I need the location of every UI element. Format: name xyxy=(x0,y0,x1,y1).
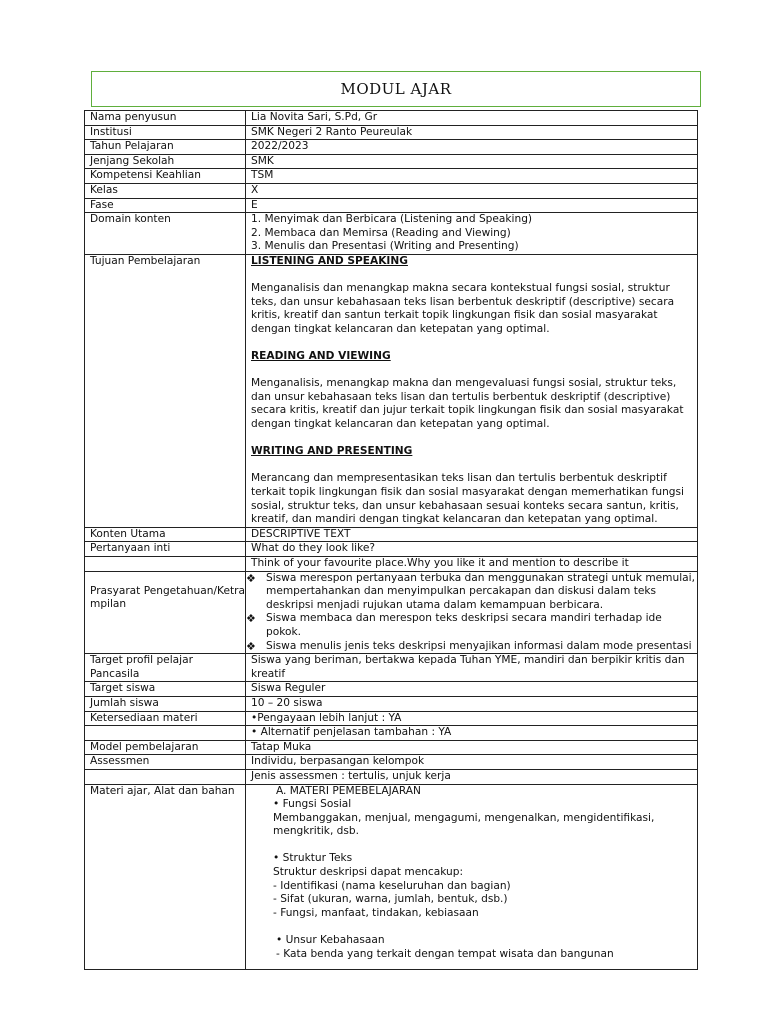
row-value: •Pengayaan lebih lanjut : YA xyxy=(246,711,698,726)
row-value: • Alternatif penjelasan tambahan : YA xyxy=(246,726,698,741)
materi-text: - Identifikasi (nama keseluruhan dan bagian) xyxy=(273,879,511,892)
row-label-empty xyxy=(85,769,246,784)
row-label: Kompetensi Keahlian xyxy=(85,169,246,184)
row-label: Tahun Pelajaran xyxy=(85,140,246,155)
row-value: 2022/2023 xyxy=(246,140,698,155)
table-row xyxy=(85,527,698,542)
section-text: Menganalisis dan menangkap makna secara kontekstual fungsi sosial, struktur teks, dan unsur kebahasaan teks lisan berbentuk deskriptif (descriptive) secara kritis, kreatif dan santun terkait topik lingkungan fisik dan sosial masyarakat dengan tingkat kelancaran dan ketepatan yang optimal. xyxy=(251,282,675,335)
row-label-empty xyxy=(85,557,246,572)
table-row xyxy=(85,125,698,140)
row-label: Target profil pelajar Pancasila xyxy=(85,654,246,682)
section-text: Menganalisis, menangkap makna dan mengevaluasi fungsi sosial, struktur teks, dan unsur kebahasaan teks lisan dan tertulis berbentuk deskriptif (descriptive) secara kritis, kreatif dan jujur terkait topik lingkungan fisik dan sosial masyarakat dengan tingkat kelancaran dan ketepatan yang optimal. xyxy=(251,377,684,431)
row-value: SMK Negeri 2 Ranto Peureulak xyxy=(246,125,698,140)
section-heading: READING AND VIEWING xyxy=(251,350,391,363)
row-value: Siswa yang beriman, bertakwa kepada Tuhan YME, mandiri dan berpikir kritis dan kreatif xyxy=(246,654,698,682)
row-value xyxy=(246,213,698,255)
row-label: Prasyarat Pengetahuan/Ketrampilan xyxy=(85,571,246,654)
section-text: Merancang dan mempresentasikan teks lisan dan tertulis berbentuk deskriptif terkait topik lingkungan fisik dan sosial masyarakat dengan memerhatikan fungsi sosial, struktur teks, dan unsur kebahasaan sesuai konteks secara santun, kritis, kreatif, dan mandiri dengan tingkat kelancaran dan ketepatan yang optimal. xyxy=(251,472,684,526)
row-value: 10 – 20 siswa xyxy=(246,696,698,711)
row-label: Nama penyusun xyxy=(85,111,246,126)
materi-text: - Kata benda yang terkait dengan tempat wisata dan bangunan xyxy=(276,947,614,960)
row-value: Think of your favourite place.Why you like it and mention to describe it xyxy=(246,557,698,572)
list-item: ❖ Siswa membaca dan merespon teks deskripsi secara mandiri terhadap ide pokok. xyxy=(246,612,662,638)
list-item: ❖ Siswa merespon pertanyaan terbuka dan menggunakan strategi untuk memulai, mempertahankan dan menyimpulkan percakapan dan diskusi dalam teks deskripsi menjadi rujukan utama dalam kemampuan berbicara. xyxy=(246,571,695,611)
row-label: Tujuan Pembelajaran xyxy=(85,254,246,527)
row-label: Materi ajar, Alat dan bahan xyxy=(85,784,246,970)
table-row xyxy=(85,169,698,184)
table-row-prasyarat xyxy=(85,571,698,654)
domain-item: 3. Menulis dan Presentasi (Writing and Presenting) xyxy=(251,240,519,253)
document-title: MODUL AJAR xyxy=(91,71,701,107)
row-label: Kelas xyxy=(85,183,246,198)
table-row xyxy=(85,542,698,557)
list-item: ❖ Siswa menulis jenis teks deskripsi menyajikan informasi dalam mode presentasi xyxy=(246,639,692,653)
table-row xyxy=(85,198,698,213)
table-row-tujuan xyxy=(85,254,698,527)
table-row xyxy=(85,111,698,126)
materi-text: - Sifat (ukuran, warna, jumlah, bentuk, dsb.) xyxy=(273,893,508,906)
diamond-bullet-icon: ❖ xyxy=(246,571,256,585)
row-label: Assessmen xyxy=(85,755,246,770)
table-row xyxy=(85,154,698,169)
row-value: SMK xyxy=(246,154,698,169)
row-value: Lia Novita Sari, S.Pd, Gr xyxy=(246,111,698,126)
table-row-materi xyxy=(85,784,698,970)
row-label: Domain konten xyxy=(85,213,246,255)
module-info-table xyxy=(84,110,698,970)
materi-subtitle: • Struktur Teks xyxy=(273,852,353,865)
row-label: Konten Utama xyxy=(85,527,246,542)
domain-item: 1. Menyimak dan Berbicara (Listening and Speaking) xyxy=(251,213,533,226)
materi-text: Membanggakan, menjual, mengagumi, mengenalkan, mengidentifikasi, mengkritik, dsb. xyxy=(273,811,655,838)
table-row xyxy=(85,726,698,741)
prasyarat-list xyxy=(246,572,697,654)
row-label: Institusi xyxy=(85,125,246,140)
row-value: X xyxy=(246,183,698,198)
table-row xyxy=(85,557,698,572)
row-value: E xyxy=(246,198,698,213)
row-label-empty xyxy=(85,726,246,741)
row-value xyxy=(246,254,698,527)
row-value: What do they look like? xyxy=(246,542,698,557)
row-label: Jenjang Sekolah xyxy=(85,154,246,169)
row-value: TSM xyxy=(246,169,698,184)
materi-subtitle: • Fungsi Sosial xyxy=(273,798,352,811)
materi-text: Struktur deskripsi dapat mencakup: xyxy=(273,866,464,879)
row-value xyxy=(246,784,698,970)
row-value: Siswa Reguler xyxy=(246,682,698,697)
row-label: Ketersediaan materi xyxy=(85,711,246,726)
row-label: Pertanyaan inti xyxy=(85,542,246,557)
section-heading: LISTENING AND SPEAKING xyxy=(251,254,408,267)
diamond-bullet-icon: ❖ xyxy=(246,639,256,653)
materi-heading: A. MATERI PEMEBELAJARAN xyxy=(276,784,421,797)
materi-subtitle: • Unsur Kebahasaan xyxy=(276,934,385,947)
row-value: DESCRIPTIVE TEXT xyxy=(246,527,698,542)
row-value: Individu, berpasangan kelompok xyxy=(246,755,698,770)
diamond-bullet-icon: ❖ xyxy=(246,612,256,626)
table-row xyxy=(85,140,698,155)
table-row xyxy=(85,654,698,682)
section-heading: WRITING AND PRESENTING xyxy=(251,445,413,458)
materi-text: - Fungsi, manfaat, tindakan, kebiasaan xyxy=(273,906,479,919)
table-row xyxy=(85,696,698,711)
table-row xyxy=(85,682,698,697)
row-value: Jenis assessmen : tertulis, unjuk kerja xyxy=(246,769,698,784)
table-row-domain xyxy=(85,213,698,255)
row-label: Fase xyxy=(85,198,246,213)
table-row xyxy=(85,755,698,770)
table-row xyxy=(85,183,698,198)
table-row xyxy=(85,769,698,784)
row-value xyxy=(246,571,698,654)
row-label: Model pembelajaran xyxy=(85,740,246,755)
table-row xyxy=(85,740,698,755)
row-label: Target siswa xyxy=(85,682,246,697)
row-label: Jumlah siswa xyxy=(85,696,246,711)
domain-item: 2. Membaca dan Memirsa (Reading and Viewing) xyxy=(251,226,511,239)
row-value: Tatap Muka xyxy=(246,740,698,755)
table-row xyxy=(85,711,698,726)
